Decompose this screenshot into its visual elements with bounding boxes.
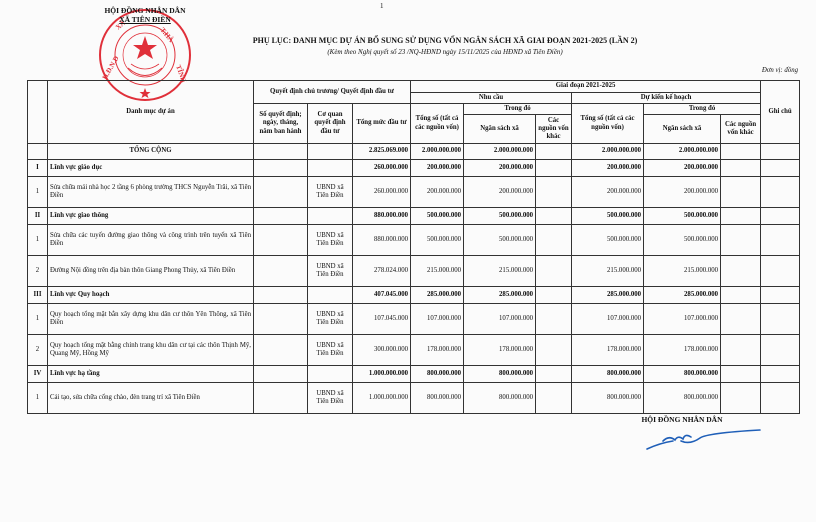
- project-number: 1: [28, 383, 48, 414]
- empty-cell: [536, 335, 572, 366]
- project-plan-total: 200.000.000: [572, 177, 644, 208]
- project-demand-budget: 215.000.000: [464, 256, 536, 287]
- group-plan-total: 200.000.000: [572, 160, 644, 177]
- project-plan-budget: 200.000.000: [644, 177, 721, 208]
- project-demand-budget: 178.000.000: [464, 335, 536, 366]
- group-agency: [308, 366, 353, 383]
- document-subtitle: (Kèm theo Nghị quyết số 23 /NQ-HĐND ngày 15/11/2025 của HĐND xã Tiên Điền): [327, 48, 563, 56]
- empty-cell: [536, 225, 572, 256]
- group-decision-no: [254, 160, 308, 177]
- org-line1: HỘI ĐỒNG NHÂN DÂN: [104, 6, 186, 15]
- document-title: PHỤ LỤC: DANH MỤC DỰ ÁN BỔ SUNG SỬ DỤNG VỐN NGÂN SÁCH XÃ GIAI ĐOẠN 2021-2025 (LẦN 2): [252, 36, 638, 45]
- header-other-sources-demand: Các nguồn vốn khác: [536, 115, 572, 144]
- group-demand-total: 800.000.000: [411, 366, 464, 383]
- group-total-investment: 880.000.000: [353, 208, 411, 225]
- group-demand-budget: 500.000.000: [464, 208, 536, 225]
- group-agency: [308, 208, 353, 225]
- project-decision-no: [254, 177, 308, 208]
- header-total-investment: Tổng mức đầu tư: [353, 104, 411, 144]
- group-total-investment: 407.045.000: [353, 287, 411, 304]
- group-agency: [308, 160, 353, 177]
- project-row: [28, 225, 800, 256]
- group-number: II: [28, 208, 48, 225]
- group-demand-budget: 800.000.000: [464, 366, 536, 383]
- empty-cell: [721, 366, 761, 383]
- empty-cell: [761, 366, 800, 383]
- group-agency: [308, 287, 353, 304]
- group-name: Lĩnh vực giao thông: [48, 208, 254, 225]
- project-number: 1: [28, 177, 48, 208]
- project-name: Sửa chữa mái nhà học 2 tầng 6 phòng trường THCS Nguyễn Trãi, xã Tiên Điền: [48, 177, 254, 208]
- group-plan-budget: 500.000.000: [644, 208, 721, 225]
- svg-text:T.HÀ: T.HÀ: [158, 26, 176, 44]
- header-period: Giai đoạn 2021-2025: [411, 81, 761, 93]
- project-demand-budget: 107.000.000: [464, 304, 536, 335]
- project-demand-total: 800.000.000: [411, 383, 464, 414]
- group-decision-no: [254, 366, 308, 383]
- project-name: Đường Nội đồng trên địa bàn thôn Giang Phong Thủy, xã Tiên Điền: [48, 256, 254, 287]
- header-decision-group: Quyết định chủ trương/ Quyết định đầu tư: [254, 81, 411, 104]
- empty-cell: [761, 225, 800, 256]
- group-demand-budget: 285.000.000: [464, 287, 536, 304]
- project-total-investment: 107.045.000: [353, 304, 411, 335]
- project-agency: UBND xã Tiên Điền: [308, 177, 353, 208]
- project-row: [28, 383, 800, 414]
- group-plan-budget: 800.000.000: [644, 366, 721, 383]
- group-plan-total: 500.000.000: [572, 208, 644, 225]
- empty-cell: [721, 383, 761, 414]
- header-demand: Nhu cầu: [411, 93, 572, 104]
- empty-cell: [761, 383, 800, 414]
- project-row: [28, 335, 800, 366]
- project-table: [27, 80, 800, 414]
- header-agency: Cơ quan quyết định đầu tư: [308, 104, 353, 144]
- project-decision-no: [254, 256, 308, 287]
- group-decision-no: [254, 287, 308, 304]
- project-plan-budget: 178.000.000: [644, 335, 721, 366]
- total-label: TỔNG CỘNG: [48, 144, 254, 160]
- group-demand-total: 200.000.000: [411, 160, 464, 177]
- project-demand-budget: 500.000.000: [464, 225, 536, 256]
- group-number: I: [28, 160, 48, 177]
- svg-text:XÃ: XÃ: [114, 18, 128, 32]
- header-demand-total: Tổng số (tất cả các nguồn vốn): [411, 104, 464, 144]
- currency-unit: Đơn vị: đồng: [761, 67, 798, 74]
- project-agency: UBND xã Tiên Điền: [308, 225, 353, 256]
- empty-cell: [721, 304, 761, 335]
- project-number: 1: [28, 225, 48, 256]
- project-name: Cải tạo, sửa chữa cổng chào, đèn trang trí xã Tiên Điền: [48, 383, 254, 414]
- empty-cell: [721, 177, 761, 208]
- empty-cell: [721, 256, 761, 287]
- empty-cell: [721, 335, 761, 366]
- empty-cell: [761, 177, 800, 208]
- project-demand-budget: 200.000.000: [464, 177, 536, 208]
- header-of-which-demand: Trong đó: [464, 104, 572, 115]
- empty-cell: [721, 225, 761, 256]
- handwritten-signature: [645, 425, 765, 455]
- empty-cell: [721, 287, 761, 304]
- project-agency: UBND xã Tiên Điền: [308, 383, 353, 414]
- issuing-organization: [80, 6, 210, 24]
- header-project-list: Danh mục dự án: [48, 81, 254, 144]
- group-plan-budget: 285.000.000: [644, 287, 721, 304]
- header-commune-budget-plan: Ngân sách xã: [644, 115, 721, 144]
- project-decision-no: [254, 225, 308, 256]
- project-decision-no: [254, 335, 308, 366]
- org-line2: XÃ TIÊN ĐIỀN: [119, 15, 171, 24]
- project-row: [28, 177, 800, 208]
- header-of-which-plan: Trong đó: [644, 104, 761, 115]
- signature-title: HỘI ĐỒNG NHÂN DÂN: [641, 415, 723, 424]
- project-total-investment: 300.000.000: [353, 335, 411, 366]
- project-plan-total: 215.000.000: [572, 256, 644, 287]
- empty-cell: [536, 304, 572, 335]
- group-name: Lĩnh vực hạ tầng: [48, 366, 254, 383]
- project-agency: UBND xã Tiên Điền: [308, 304, 353, 335]
- svg-text:TĨNH: TĨNH: [174, 63, 188, 84]
- group-name: Lĩnh vực giáo dục: [48, 160, 254, 177]
- group-plan-total: 285.000.000: [572, 287, 644, 304]
- header-decision-no: Số quyết định; ngày, tháng, năm ban hành: [254, 104, 308, 144]
- svg-text:H.Đ.N.D: H.Đ.N.D: [100, 54, 121, 81]
- group-plan-total: 800.000.000: [572, 366, 644, 383]
- project-total-investment: 260.000.000: [353, 177, 411, 208]
- group-number: III: [28, 287, 48, 304]
- project-plan-budget: 215.000.000: [644, 256, 721, 287]
- group-row: [28, 287, 800, 304]
- project-demand-total: 200.000.000: [411, 177, 464, 208]
- group-demand-total: 500.000.000: [411, 208, 464, 225]
- group-decision-no: [254, 208, 308, 225]
- project-row: [28, 256, 800, 287]
- group-row: [28, 160, 800, 177]
- total-demand-budget: 2.000.000.000: [464, 144, 536, 160]
- group-plan-budget: 200.000.000: [644, 160, 721, 177]
- project-demand-total: 178.000.000: [411, 335, 464, 366]
- project-agency: UBND xã Tiên Điền: [308, 335, 353, 366]
- empty-cell: [761, 256, 800, 287]
- project-total-investment: 278.024.000: [353, 256, 411, 287]
- project-plan-budget: 500.000.000: [644, 225, 721, 256]
- project-number: 2: [28, 256, 48, 287]
- header-plan: Dự kiến kế hoạch: [572, 93, 761, 104]
- empty-cell: [721, 208, 761, 225]
- project-demand-total: 215.000.000: [411, 256, 464, 287]
- project-plan-budget: 107.000.000: [644, 304, 721, 335]
- group-number: IV: [28, 366, 48, 383]
- page-number: 1: [380, 2, 384, 10]
- empty-cell: [536, 383, 572, 414]
- group-demand-budget: 200.000.000: [464, 160, 536, 177]
- project-name: Quy hoạch tổng mặt bằng chỉnh trang khu dân cư tại các thôn Thịnh Mỹ, Quang Mỹ, Hồng Mỹ: [48, 335, 254, 366]
- group-total-investment: 1.000.000.000: [353, 366, 411, 383]
- empty-cell: [721, 160, 761, 177]
- project-plan-budget: 800.000.000: [644, 383, 721, 414]
- empty-cell: [536, 256, 572, 287]
- group-demand-total: 285.000.000: [411, 287, 464, 304]
- project-number: 1: [28, 304, 48, 335]
- total-row: [28, 144, 800, 160]
- project-agency: UBND xã Tiên Điền: [308, 256, 353, 287]
- empty-cell: [761, 208, 800, 225]
- empty-cell: [761, 160, 800, 177]
- header-other-sources-plan: Các nguồn vốn khác: [721, 115, 761, 144]
- empty-cell: [761, 335, 800, 366]
- empty-cell: [761, 287, 800, 304]
- project-decision-no: [254, 383, 308, 414]
- project-name: Quy hoạch tổng mặt bằn xây dựng khu dân cư thôn Yên Thông, xã Tiên Điền: [48, 304, 254, 335]
- empty-cell: [536, 208, 572, 225]
- group-row: [28, 366, 800, 383]
- project-plan-total: 107.000.000: [572, 304, 644, 335]
- header-stt: [28, 81, 48, 144]
- header-plan-total: Tổng số (tất cả các nguồn vốn): [572, 104, 644, 144]
- empty-cell: [536, 177, 572, 208]
- project-number: 2: [28, 335, 48, 366]
- group-total-investment: 260.000.000: [353, 160, 411, 177]
- project-demand-total: 500.000.000: [411, 225, 464, 256]
- project-plan-total: 178.000.000: [572, 335, 644, 366]
- group-name: Lĩnh vực Quy hoạch: [48, 287, 254, 304]
- project-total-investment: 1.000.000.000: [353, 383, 411, 414]
- project-demand-budget: 800.000.000: [464, 383, 536, 414]
- total-investment: 2.825.069.000: [353, 144, 411, 160]
- header-notes: Ghi chú: [761, 81, 800, 144]
- project-total-investment: 880.000.000: [353, 225, 411, 256]
- empty-cell: [536, 366, 572, 383]
- group-row: [28, 208, 800, 225]
- header-commune-budget-demand: Ngân sách xã: [464, 115, 536, 144]
- project-demand-total: 107.000.000: [411, 304, 464, 335]
- project-plan-total: 800.000.000: [572, 383, 644, 414]
- project-row: [28, 304, 800, 335]
- empty-cell: [536, 160, 572, 177]
- total-demand-total: 2.000.000.000: [411, 144, 464, 160]
- project-decision-no: [254, 304, 308, 335]
- empty-cell: [536, 287, 572, 304]
- project-name: Sửa chữa các tuyến đường giao thông và công trình trên tuyến xã Tiên Điền: [48, 225, 254, 256]
- project-plan-total: 500.000.000: [572, 225, 644, 256]
- empty-cell: [761, 304, 800, 335]
- total-plan-total: 2.000.000.000: [572, 144, 644, 160]
- total-plan-budget: 2.000.000.000: [644, 144, 721, 160]
